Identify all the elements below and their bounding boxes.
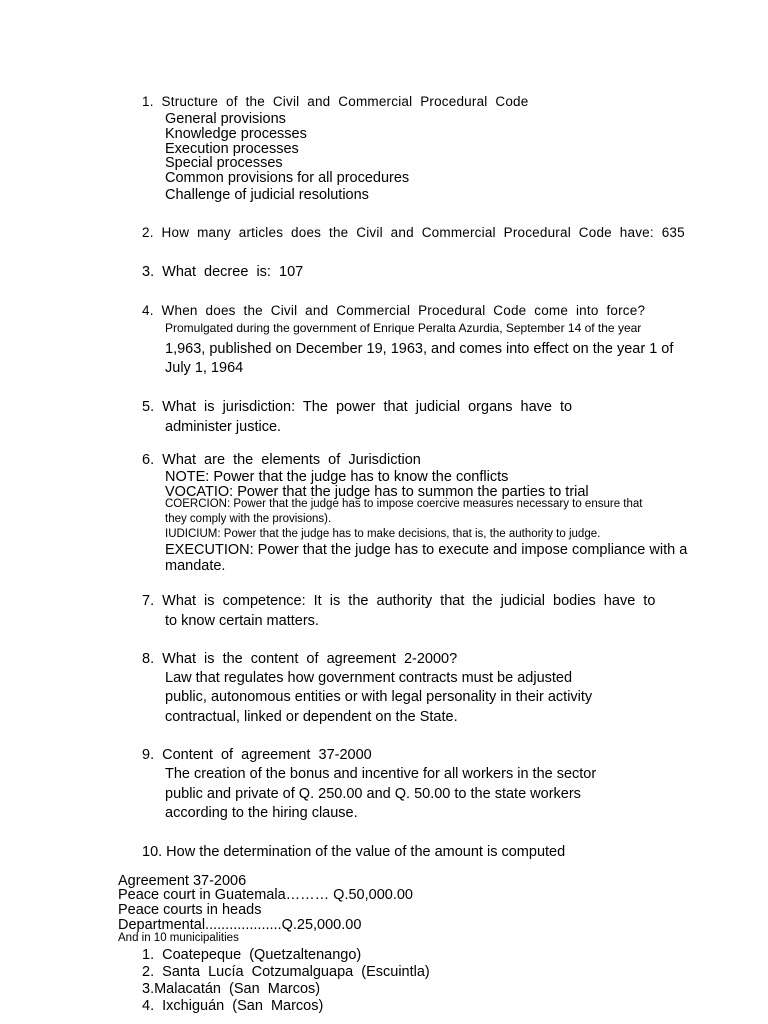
municipality-item: 1. Coatepeque (Quetzaltenango) [142, 947, 362, 963]
question-8-heading: 8. What is the content of agreement 2-2000? [142, 651, 458, 667]
question-4-answer-line-1: Promulgated during the government of Enrique Peralta Azurdia, September 14 of the year [165, 321, 642, 335]
question-3: 3. What decree is: 107 [142, 264, 304, 280]
agreement-line-4: And in 10 municipalities [118, 932, 239, 944]
question-8-answer-line-3: contractual, linked or dependent on the State. [165, 709, 458, 725]
agreement-title: Agreement 37-2006 [118, 873, 247, 889]
list-item: General provisions [165, 111, 286, 127]
list-item: Challenge of judicial resolutions [165, 187, 369, 203]
element-coercion-line-2: they comply with the provisions). [165, 513, 332, 525]
list-item: Knowledge processes [165, 126, 307, 142]
question-4-answer-line-2: 1,963, published on December 19, 1963, and comes into effect on the year 1 of [165, 341, 674, 357]
question-5-line-1: 5. What is jurisdiction: The power that judicial organs have to [142, 399, 573, 415]
question-4-heading: 4. When does the Civil and Commercial Procedural Code come into force? [142, 303, 646, 318]
municipality-item: 4. Ixchiguán (San Marcos) [142, 998, 324, 1014]
question-9-heading: 9. Content of agreement 37-2000 [142, 747, 372, 763]
question-8-answer-line-1: Law that regulates how government contracts must be adjusted [165, 670, 573, 686]
element-execution-line-1: EXECUTION: Power that the judge has to execute and impose compliance with a [165, 542, 688, 558]
question-9-answer-line-1: The creation of the bonus and incentive for all workers in the sector [165, 766, 597, 782]
question-9-answer-line-2: public and private of Q. 250.00 and Q. 50.00 to the state workers [165, 786, 581, 802]
list-item: Execution processes [165, 141, 299, 157]
element-execution-line-2: mandate. [165, 558, 226, 574]
question-9-answer-line-3: according to the hiring clause. [165, 805, 358, 821]
question-6-heading: 6. What are the elements of Jurisdiction [142, 452, 421, 468]
question-2: 2. How many articles does the Civil and Commercial Procedural Code have: 635 [142, 225, 685, 240]
agreement-line-2: Peace courts in heads [118, 902, 262, 918]
list-item: Common provisions for all procedures [165, 170, 410, 186]
question-4-answer-line-3: July 1, 1964 [165, 360, 244, 376]
question-8-answer-line-2: public, autonomous entities or with legal personality in their activity [165, 689, 593, 705]
question-10: 10. How the determination of the value of the amount is computed [142, 844, 566, 860]
element-note: NOTE: Power that the judge has to know the conflicts [165, 469, 509, 485]
element-vocatio: VOCATIO: Power that the judge has to summon the parties to trial [165, 484, 589, 500]
question-5-line-2: administer justice. [165, 419, 282, 435]
agreement-line-3: Departmental...................Q.25,000.00 [118, 917, 362, 933]
question-7-line-2: to know certain matters. [165, 613, 319, 629]
element-coercion-line-1: COERCION: Power that the judge has to impose coercive measures necessary to ensure that [165, 498, 643, 510]
question-7-line-1: 7. What is competence: It is the authority that the judicial bodies have to [142, 593, 656, 609]
municipality-item: 2. Santa Lucía Cotzumalguapa (Escuintla) [142, 964, 430, 980]
list-item: Special processes [165, 155, 283, 171]
element-iudicium: IUDICIUM: Power that the judge has to make decisions, that is, the authority to judge. [165, 528, 601, 540]
agreement-line-1: Peace court in Guatemala……… Q.50,000.00 [118, 887, 413, 903]
question-1-heading: 1. Structure of the Civil and Commercial Procedural Code [142, 94, 529, 109]
municipality-item: 3.Malacatán (San Marcos) [142, 981, 321, 997]
